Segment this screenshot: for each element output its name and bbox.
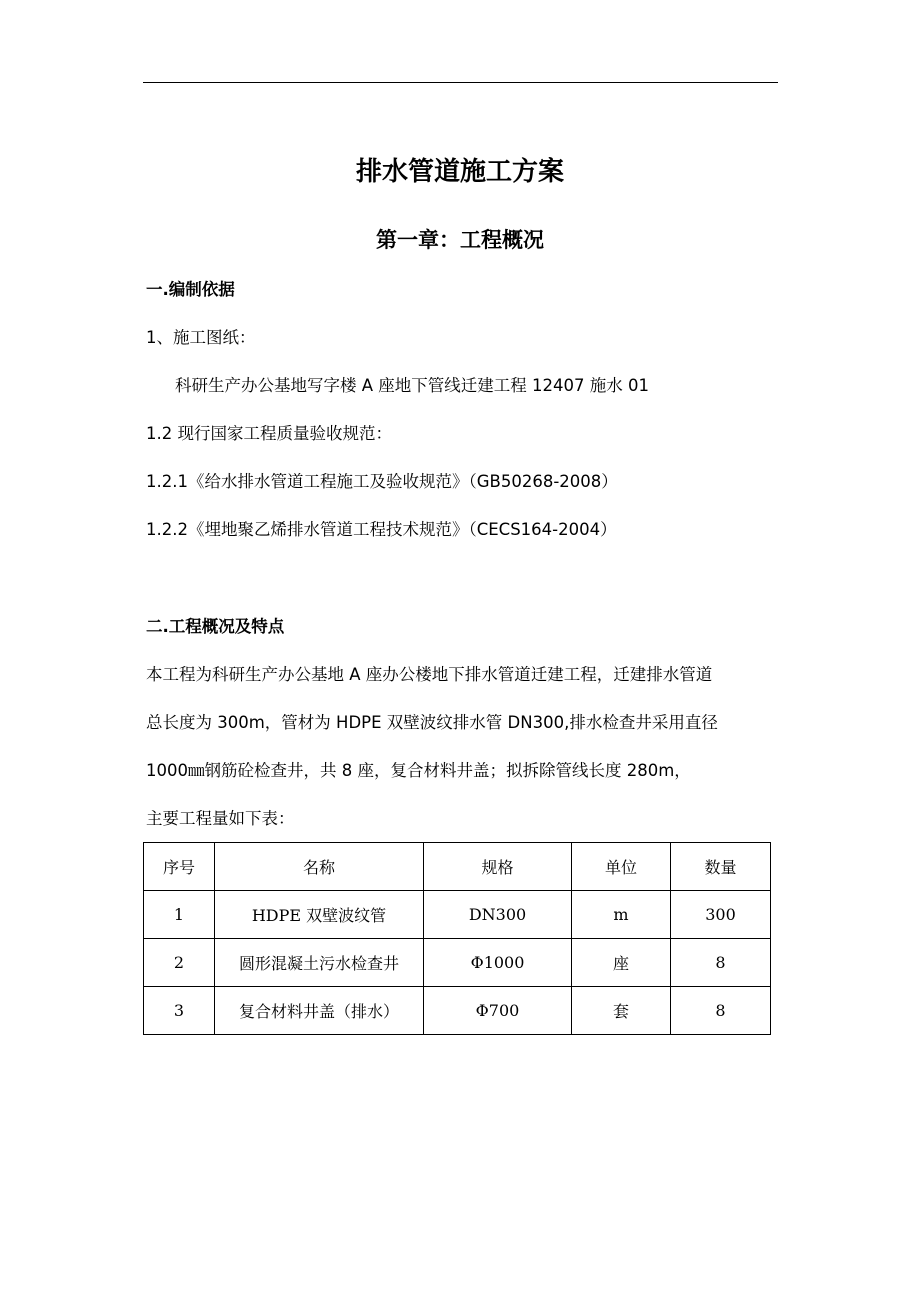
quantity-table xyxy=(143,842,771,1035)
cell-unit: 座 xyxy=(572,939,671,987)
table-row xyxy=(144,891,771,939)
header-quantity: 数量 xyxy=(671,843,771,891)
cell-quantity: 300 xyxy=(671,891,771,939)
overview-paragraph-line: 本工程为科研生产办公基地 A 座办公楼地下排水管道迁建工程，迁建排水管道 xyxy=(146,665,713,684)
header-name: 名称 xyxy=(215,843,424,891)
table-row xyxy=(144,939,771,987)
table-row xyxy=(144,987,771,1035)
cell-seq: 1 xyxy=(144,891,215,939)
section-heading-overview: 二.工程概况及特点 xyxy=(146,617,285,636)
cell-name: HDPE 双壁波纹管 xyxy=(215,891,424,939)
header-rule xyxy=(143,82,778,83)
overview-paragraph-line: 1000㎜钢筋砼检查井，共 8 座，复合材料井盖；拟拆除管线长度 280m， xyxy=(146,761,691,780)
section-heading-basis: 一.编制依据 xyxy=(146,280,235,299)
item-drawings: 1、施工图纸： xyxy=(146,328,256,347)
cell-spec: DN300 xyxy=(424,891,572,939)
cell-seq: 2 xyxy=(144,939,215,987)
item-standard-1: 1.2.1《给水排水管道工程施工及验收规范》（GB50268-2008） xyxy=(146,472,618,491)
header-spec: 规格 xyxy=(424,843,572,891)
header-seq: 序号 xyxy=(144,843,215,891)
cell-quantity: 8 xyxy=(671,987,771,1035)
cell-unit: m xyxy=(572,891,671,939)
document-title: 排水管道施工方案 xyxy=(355,157,564,187)
chapter-heading: 第一章：工程概况 xyxy=(376,228,544,252)
cell-unit: 套 xyxy=(572,987,671,1035)
cell-seq: 3 xyxy=(144,987,215,1035)
cell-spec: Φ700 xyxy=(424,987,572,1035)
cell-quantity: 8 xyxy=(671,939,771,987)
cell-name: 复合材料井盖（排水） xyxy=(215,987,424,1035)
table-header-row xyxy=(144,843,771,891)
item-standards: 1.2 现行国家工程质量验收规范： xyxy=(146,424,392,443)
item-drawings-detail: 科研生产办公基地写字楼 A 座地下管线迁建工程 12407 施水 01 xyxy=(175,376,649,395)
overview-paragraph-line: 总长度为 300m，管材为 HDPE 双壁波纹排水管 DN300,排水检查井采用直径 xyxy=(146,713,718,732)
cell-name: 圆形混凝土污水检查井 xyxy=(215,939,424,987)
item-standard-2: 1.2.2《埋地聚乙烯排水管道工程技术规范》（CECS164-2004） xyxy=(146,520,617,539)
cell-spec: Φ1000 xyxy=(424,939,572,987)
header-unit: 单位 xyxy=(572,843,671,891)
overview-paragraph-line: 主要工程量如下表： xyxy=(146,809,295,828)
